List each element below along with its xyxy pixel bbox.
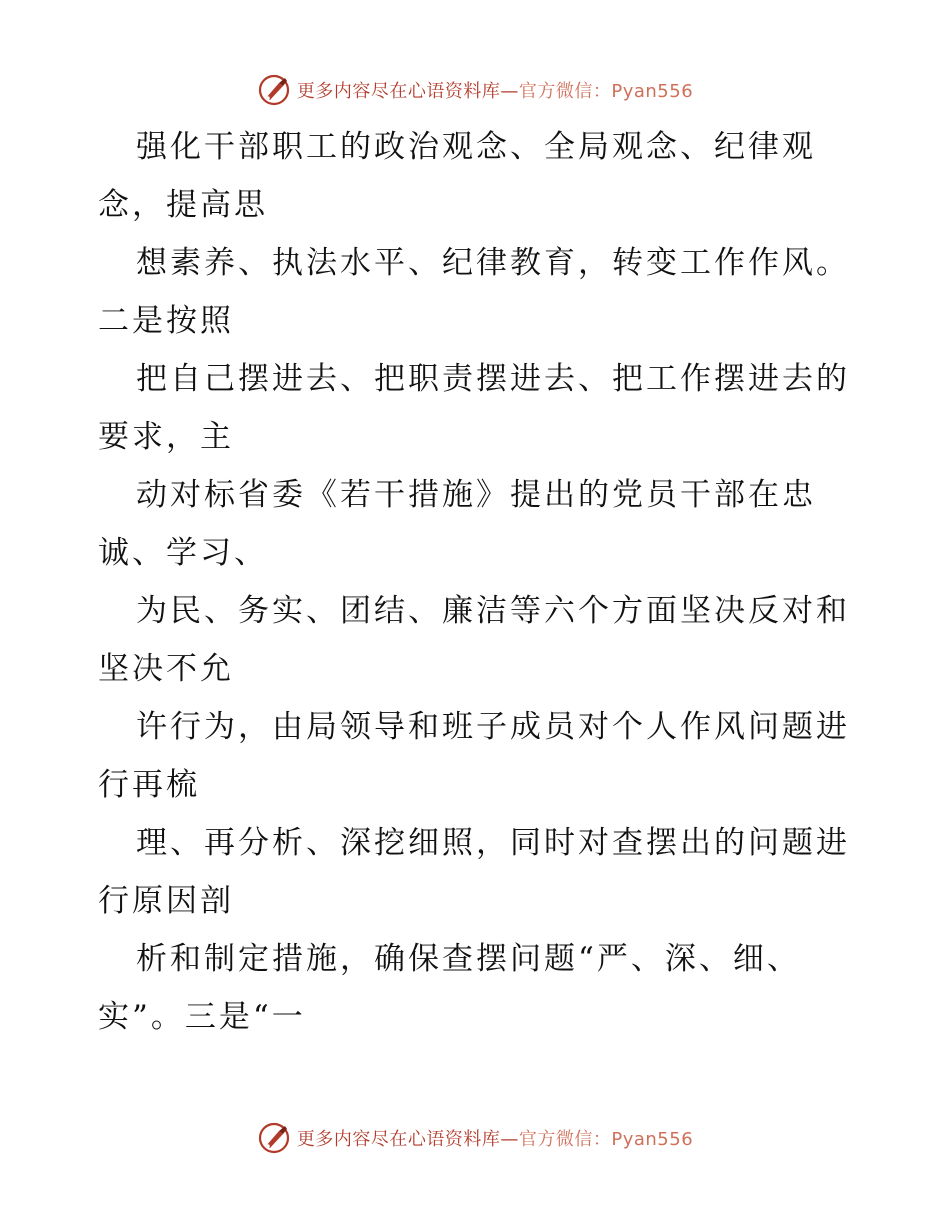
header-banner bbox=[0, 70, 950, 110]
body-line: 坚决不允 bbox=[98, 651, 234, 687]
body-line: 强化干部职工的政治观念、全局观念、纪律观 bbox=[136, 129, 816, 165]
body-line: 动对标省委《若干措施》提出的党员干部在忠 bbox=[136, 477, 816, 513]
body-line: 理、再分析、深挖细照，同时对查摆出的问题进 bbox=[136, 825, 850, 861]
quill-pen-logo-icon bbox=[257, 1121, 291, 1155]
body-line: 析和制定措施，确保查摆问题“严、深、细、 bbox=[136, 941, 801, 977]
body-line: 想素养、执法水平、纪律教育，转变工作作风。 bbox=[136, 245, 850, 281]
document-body bbox=[98, 118, 878, 1046]
banner-wechat: 官方微信：Pyan556 bbox=[518, 81, 694, 102]
body-line: 行再梳 bbox=[98, 767, 200, 803]
body-line: 为民、务实、团结、廉洁等六个方面坚决反对和 bbox=[136, 593, 850, 629]
body-line: 把自己摆进去、把职责摆进去、把工作摆进去的 bbox=[136, 361, 850, 397]
body-line: 要求，主 bbox=[98, 419, 234, 455]
banner-wechat: 官方微信：Pyan556 bbox=[518, 1129, 694, 1150]
footer-banner bbox=[0, 1118, 950, 1158]
quill-pen-logo-icon bbox=[257, 73, 291, 107]
body-line: 实”。三是“一 bbox=[98, 999, 306, 1035]
banner-title: 更多内容尽在心语资料库—官方微信：Pyan556 bbox=[296, 81, 694, 102]
banner-title: 更多内容尽在心语资料库—官方微信：Pyan556 bbox=[296, 1129, 694, 1150]
body-line: 念，提高思 bbox=[98, 187, 268, 223]
body-line: 诚、学习、 bbox=[98, 535, 268, 571]
body-line: 二是按照 bbox=[98, 303, 234, 339]
body-line: 许行为，由局领导和班子成员对个人作风问题进 bbox=[136, 709, 850, 745]
body-line: 行原因剖 bbox=[98, 883, 234, 919]
